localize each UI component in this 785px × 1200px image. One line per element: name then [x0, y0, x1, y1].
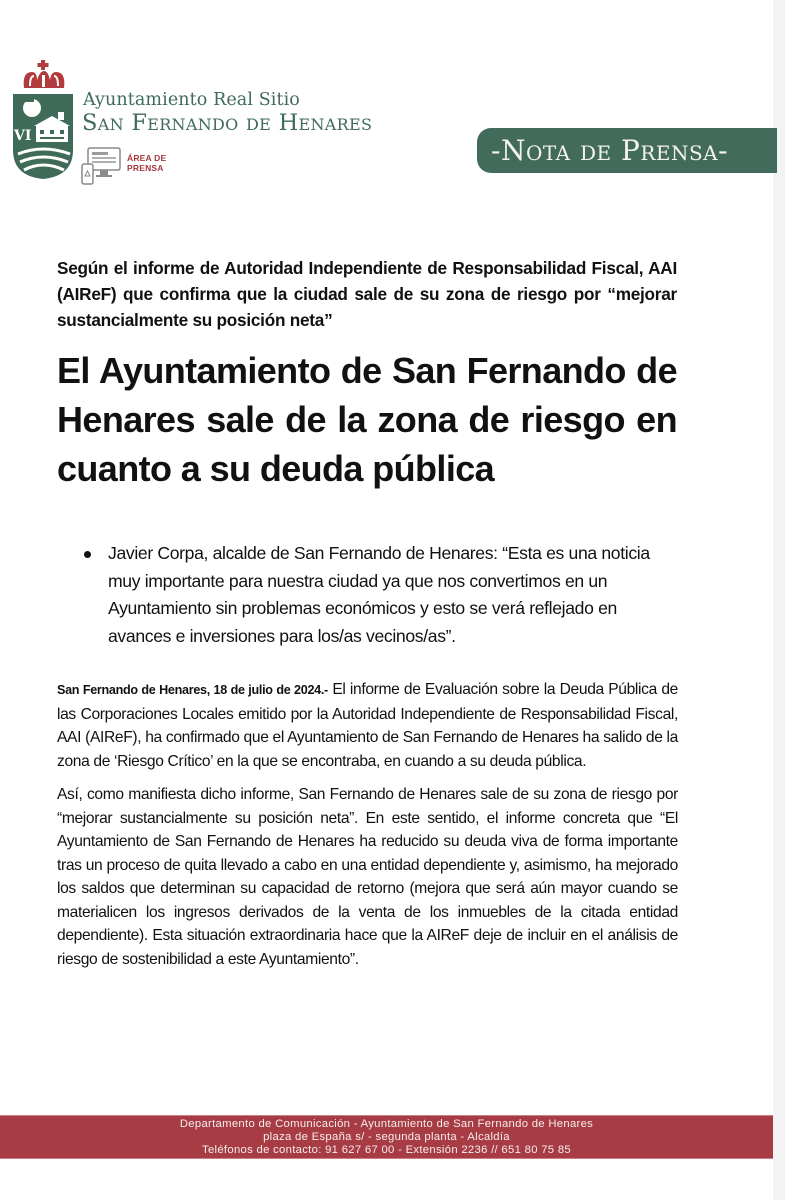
dateline: San Fernando de Henares, 18 de julio de 2024.- [57, 683, 328, 697]
municipal-logo [10, 58, 390, 188]
crest-icon [10, 58, 78, 180]
footer-phones: Teléfonos de contacto: 91 627 67 00 - Extensión 2236 // 651 80 75 85 [202, 1143, 571, 1156]
bullet-icon [84, 551, 91, 558]
article-subtitle: Según el informe de Autoridad Independiente de Responsabilidad Fiscal, AAI (AIReF) que confirma que la ciudad sale de su zona de riesgo por “mejorar sustancialmente su posición neta” [57, 258, 677, 330]
quote-text: Javier Corpa, alcalde de San Fernando de Henares: “Esta es una noticia muy importante para nuestra ciudad ya que nos convertimos en un Ayuntamiento sin problemas económicos y esto se verá reflejado en avances e inversiones para los/as vecinos/as”. [108, 543, 650, 646]
svg-text:VI: VI [14, 128, 32, 144]
org-name-line1: Ayuntamiento Real Sitio [83, 90, 300, 110]
press-area-label [127, 153, 166, 173]
quote-list [82, 540, 680, 650]
press-area-label-line2: PRENSA [127, 163, 164, 173]
article-headline: El Ayuntamiento de San Fernando de Henares sale de la zona de riesgo en cuanto a su deuda pública [57, 350, 677, 489]
footer-address: plaza de España s/ - segunda planta - Alcaldía [263, 1130, 510, 1143]
org-name-line2: San Fernando de Henares [82, 110, 373, 136]
press-monitor-icon [80, 146, 122, 186]
footer-department: Departamento de Comunicación - Ayuntamiento de San Fernando de Henares [179, 1117, 594, 1130]
quote-bullet [82, 540, 680, 650]
body-paragraph-2: Así, como manifiesta dicho informe, San Fernando de Henares sale de su zona de riesgo por “mejorar sustancialmente su posición neta”. En este sentido, el informe concreta que “El Ayuntamiento de San Fernando de Henares ha reducido su deuda viva de forma importante tras un proceso de quita llevado a cabo en una entidad dependiente y, asimismo, ha mejorado los saldos que determinan su capacidad de retorno (mejora que será aún mayor cuando se materialicen los ingresos derivados de la venta de los inmuebles de la citada entidad dependiente). Esta situación extraordinaria hace que la AIReF deje de incluir en el análisis de riesgo de sostenibilidad a este Ayuntamiento”. [57, 786, 678, 968]
press-release-banner: -Nota de Prensa- [477, 128, 777, 173]
body-paragraph-1 [57, 678, 678, 773]
contact-footer [0, 1115, 773, 1159]
page-edge-strip [773, 0, 785, 1200]
press-area-label-line1: ÁREA DE [127, 153, 167, 163]
paragraph-1-text: El informe de Evaluación sobre la Deuda Pública de las Corporaciones Locales emitido por la Autoridad Independiente de Responsabilidad Fiscal, AAI (AIReF), ha confirmado que el Ayuntamiento de San Fernando de Henares ha salido de la zona de ‘Riesgo Crítico’ en la que se encontraba, en cuando a su deuda pública. [57, 681, 678, 770]
